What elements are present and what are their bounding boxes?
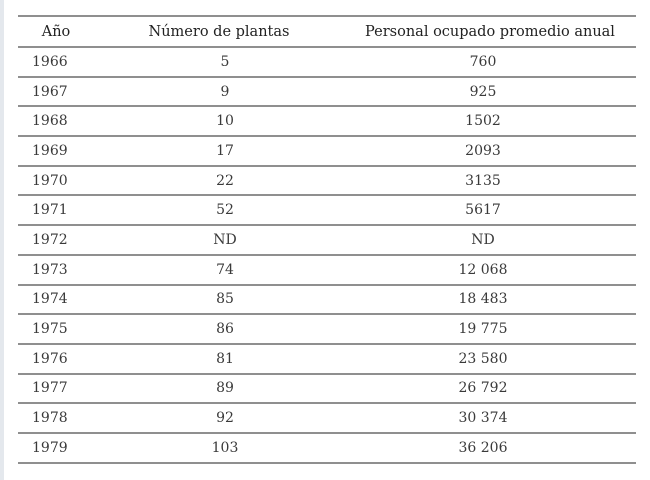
cell-staff: 5617 bbox=[344, 195, 636, 225]
table-row bbox=[18, 314, 636, 344]
cell-plants: 92 bbox=[94, 403, 344, 433]
cell-year: 1975 bbox=[18, 314, 94, 344]
cell-year: 1976 bbox=[18, 344, 94, 374]
table-row bbox=[18, 136, 636, 166]
left-edge-divider bbox=[0, 0, 4, 480]
cell-plants: 81 bbox=[94, 344, 344, 374]
cell-plants: 86 bbox=[94, 314, 344, 344]
cell-staff: 760 bbox=[344, 47, 636, 77]
plants-staff-table bbox=[18, 15, 636, 464]
cell-staff: 36 206 bbox=[344, 433, 636, 463]
table-row bbox=[18, 433, 636, 463]
cell-year: 1971 bbox=[18, 195, 94, 225]
table-row bbox=[18, 344, 636, 374]
table-row bbox=[18, 374, 636, 404]
cell-plants: 9 bbox=[94, 77, 344, 107]
header-staff: Personal ocupado promedio anual bbox=[344, 16, 636, 47]
cell-plants: ND bbox=[94, 225, 344, 255]
table-row bbox=[18, 285, 636, 315]
cell-staff: 18 483 bbox=[344, 285, 636, 315]
cell-year: 1966 bbox=[18, 47, 94, 77]
table-row bbox=[18, 225, 636, 255]
cell-year: 1979 bbox=[18, 433, 94, 463]
cell-plants: 52 bbox=[94, 195, 344, 225]
cell-plants: 74 bbox=[94, 255, 344, 285]
cell-year: 1970 bbox=[18, 166, 94, 196]
cell-year: 1968 bbox=[18, 106, 94, 136]
cell-plants: 103 bbox=[94, 433, 344, 463]
table-body bbox=[18, 47, 636, 463]
table-row bbox=[18, 255, 636, 285]
cell-staff: 23 580 bbox=[344, 344, 636, 374]
cell-year: 1974 bbox=[18, 285, 94, 315]
cell-staff: 1502 bbox=[344, 106, 636, 136]
table-row bbox=[18, 195, 636, 225]
cell-year: 1978 bbox=[18, 403, 94, 433]
cell-staff: 30 374 bbox=[344, 403, 636, 433]
cell-staff: 12 068 bbox=[344, 255, 636, 285]
table-row bbox=[18, 77, 636, 107]
cell-staff: ND bbox=[344, 225, 636, 255]
cell-staff: 26 792 bbox=[344, 374, 636, 404]
cell-plants: 85 bbox=[94, 285, 344, 315]
header-year: Año bbox=[18, 16, 94, 47]
table-row bbox=[18, 166, 636, 196]
cell-staff: 19 775 bbox=[344, 314, 636, 344]
cell-plants: 89 bbox=[94, 374, 344, 404]
cell-year: 1969 bbox=[18, 136, 94, 166]
cell-plants: 10 bbox=[94, 106, 344, 136]
cell-staff: 925 bbox=[344, 77, 636, 107]
cell-year: 1973 bbox=[18, 255, 94, 285]
cell-year: 1977 bbox=[18, 374, 94, 404]
table-row bbox=[18, 47, 636, 77]
cell-plants: 5 bbox=[94, 47, 344, 77]
cell-staff: 2093 bbox=[344, 136, 636, 166]
cell-year: 1967 bbox=[18, 77, 94, 107]
cell-staff: 3135 bbox=[344, 166, 636, 196]
header-plants: Número de plantas bbox=[94, 16, 344, 47]
table-row bbox=[18, 106, 636, 136]
cell-plants: 17 bbox=[94, 136, 344, 166]
table-header bbox=[18, 16, 636, 47]
header-row bbox=[18, 16, 636, 47]
cell-plants: 22 bbox=[94, 166, 344, 196]
cell-year: 1972 bbox=[18, 225, 94, 255]
table-row bbox=[18, 403, 636, 433]
